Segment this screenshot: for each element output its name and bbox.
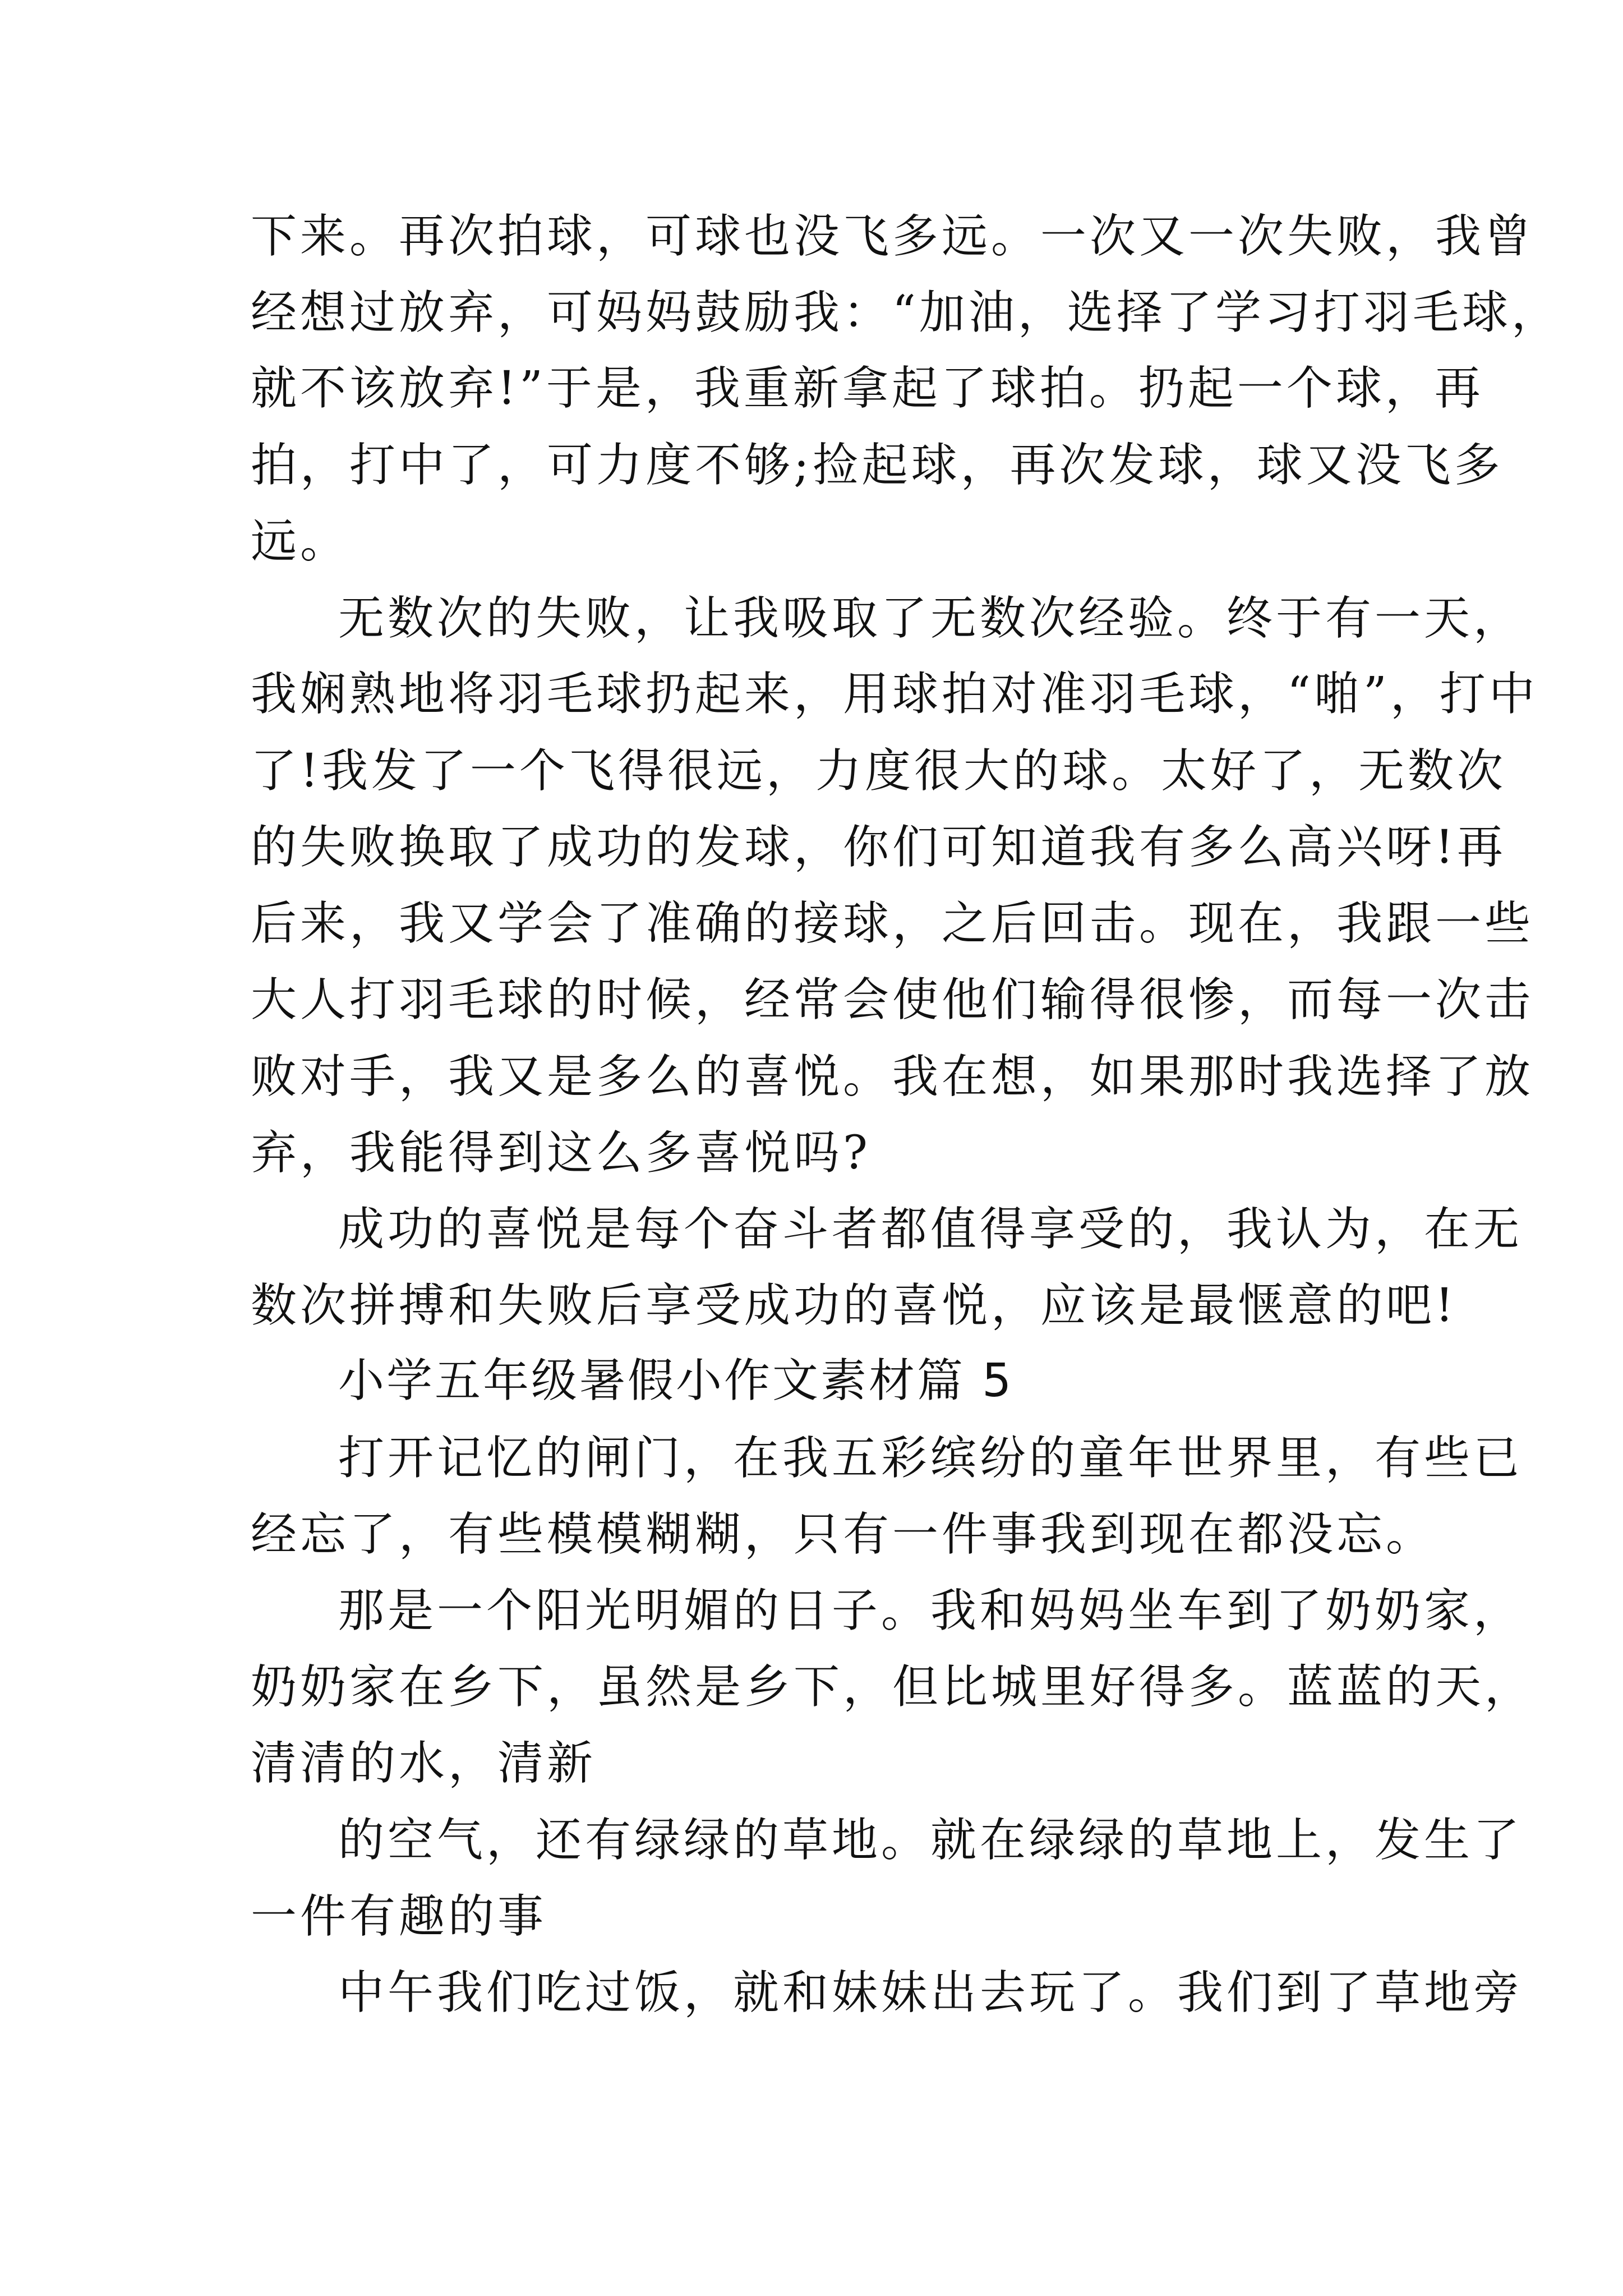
text-line: 经忘了，有些模模糊糊，只有一件事我到现在都没忘。	[251, 1508, 1436, 1561]
text-line: 拍，打中了，可力度不够;捡起球，再次发球，球又没飞多	[251, 439, 1504, 492]
text-line: 下来。再次拍球，可球也没飞多远。一次又一次失败，我曾	[251, 210, 1534, 263]
paragraph-first-line: 那是一个阳光明媚的日子。我和妈妈坐车到了奶奶家，	[338, 1584, 1523, 1637]
text-line: 败对手，我又是多么的喜悦。我在想，如果那时我选择了放	[251, 1050, 1534, 1103]
text-line: 远。	[251, 515, 350, 568]
text-line: 的失败换取了成功的发球，你们可知道我有多么高兴呀!再	[251, 821, 1506, 874]
text-line: 我娴熟地将羽毛球扔起来，用球拍对准羽毛球，“啪”，打中	[251, 668, 1538, 721]
paragraph-first-line: 成功的喜悦是每个奋斗者都值得享受的，我认为，在无	[338, 1203, 1523, 1256]
text-line: 一件有趣的事	[251, 1890, 547, 1943]
text-line: 奶奶家在乡下，虽然是乡下，但比城里好得多。蓝蓝的天，	[251, 1660, 1534, 1714]
section-heading: 小学五年级暑假小作文素材篇 5	[338, 1354, 1014, 1407]
paragraph-first-line: 打开记忆的闸门，在我五彩缤纷的童年世界里，有些已	[338, 1432, 1523, 1485]
text-line: 数次拼搏和失败后享受成功的喜悦，应该是最惬意的吧!	[251, 1279, 1457, 1332]
paragraph-first-line: 的空气，还有绿绿的草地。就在绿绿的草地上，发生了	[338, 1814, 1523, 1867]
text-line: 了!我发了一个飞得很远，力度很大的球。太好了，无数次	[251, 744, 1506, 798]
text-line: 后来，我又学会了准确的接球，之后回击。现在，我跟一些	[251, 897, 1534, 950]
paragraph-first-line: 无数次的失败，让我吸取了无数次经验。终于有一天，	[338, 592, 1523, 645]
text-line: 清清的水，清新	[251, 1737, 597, 1790]
text-line: 经想过放弃，可妈妈鼓励我：“加油，选择了学习打羽毛球，	[251, 286, 1561, 339]
text-line: 就不该放弃!”于是，我重新拿起了球拍。扔起一个球，再	[251, 362, 1484, 415]
text-line: 弃，我能得到这么多喜悦吗?	[251, 1126, 871, 1180]
paragraph-first-line: 中午我们吃过饭，就和妹妹出去玩了。我们到了草地旁	[338, 1966, 1523, 2019]
text-line: 大人打羽毛球的时候，经常会使他们输得很惨，而每一次击	[251, 973, 1534, 1027]
